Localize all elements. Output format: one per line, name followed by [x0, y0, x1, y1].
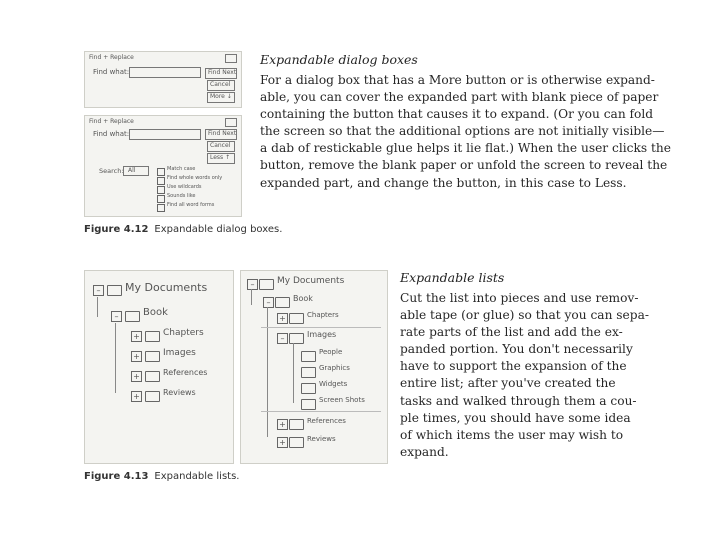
tree-item: Widgets: [319, 380, 348, 388]
text-line: able, you can cover the expanded part with blank piece of paper: [260, 90, 659, 105]
tree-item: References: [307, 417, 346, 425]
option-whole-words: Find whole words only: [167, 175, 223, 181]
folder-icon: [125, 311, 140, 322]
tree-item: Book: [143, 307, 168, 318]
tree-item: My Documents: [125, 281, 208, 294]
option-wildcards: Use wildcards: [167, 184, 202, 190]
text-line: For a dialog box that has a More button or is otherwise expand-: [260, 73, 655, 87]
dialog-sketch-collapsed: [84, 51, 242, 108]
tree-item: Chapters: [163, 328, 204, 338]
folder-icon: [275, 297, 290, 308]
text-line: Cut the list into pieces and use remov-: [400, 291, 639, 305]
figure-label: Figure 4.13: [84, 471, 149, 482]
section-heading-dialog-boxes: Expandable dialog boxes: [260, 52, 418, 67]
figure-caption-text: Expandable dialog boxes.: [154, 224, 283, 235]
folder-icon: [289, 313, 304, 324]
folder-icon: [301, 367, 316, 378]
section-heading-expandable-lists: Expandable lists: [400, 270, 505, 285]
tree-item: My Documents: [277, 276, 345, 286]
dialog-title: Find + Replace: [89, 118, 134, 125]
text-line: of which items the user may wish to: [400, 427, 624, 442]
figure-caption-text: Expandable lists.: [154, 471, 240, 482]
find-what-input: [129, 129, 201, 140]
find-next-button: Find Next: [205, 68, 237, 79]
folder-icon: [145, 351, 160, 362]
tree-item: Book: [293, 294, 313, 303]
paragraph-dialog-boxes: [260, 72, 671, 192]
text-line: containing the button that causes it to expand. (Or you can fold: [260, 107, 654, 122]
option-match-case: Match case: [167, 166, 196, 172]
tree-item: Reviews: [163, 388, 196, 397]
folder-icon: [289, 437, 304, 448]
cancel-button: Cancel: [207, 141, 235, 152]
less-button: Less ↑: [207, 153, 235, 164]
close-icon: [225, 54, 237, 63]
text-line: ple times, you should have some idea: [400, 410, 631, 425]
text-line: rate parts of the list and add the ex-: [400, 325, 623, 340]
option-sounds-like: Sounds like: [167, 193, 196, 199]
figure-label: Figure 4.12: [84, 224, 149, 235]
folder-icon: [301, 399, 316, 410]
find-what-input: [129, 67, 201, 78]
search-label: Search:: [99, 167, 124, 175]
folder-icon: [145, 371, 160, 382]
tree-item: Reviews: [307, 435, 336, 443]
folder-icon: [301, 383, 316, 394]
folder-icon: [289, 419, 304, 430]
tree-item: Images: [307, 330, 337, 339]
tree-item: References: [163, 368, 208, 377]
text-line: expanded part, and change the button, in this case to Less.: [260, 175, 627, 190]
text-line: tasks and walked through them a cou-: [400, 393, 637, 408]
paragraph-expandable-lists: [400, 290, 649, 461]
text-line: a dab of restickable glue helps it lie flat.) When the user clicks the: [260, 141, 671, 156]
search-select: All: [123, 166, 149, 176]
tree-item: Graphics: [319, 364, 350, 372]
text-line: able tape (or glue) so that you can sepa-: [400, 308, 649, 323]
text-line: have to support the expansion of the: [400, 359, 627, 374]
cancel-button: Cancel: [207, 80, 235, 91]
folder-icon: [145, 391, 160, 402]
text-line: panded portion. You don't necessarily: [400, 342, 633, 357]
text-line: expand.: [400, 444, 449, 459]
find-what-label: Find what:: [93, 130, 130, 138]
find-next-button: Find Next: [205, 129, 237, 140]
find-what-label: Find what:: [93, 68, 130, 76]
tree-item: Screen Shots: [319, 396, 365, 404]
dialog-title: Find + Replace: [89, 54, 134, 61]
folder-icon: [289, 333, 304, 344]
text-line: entire list; after you've created the: [400, 376, 616, 391]
list-sketch-expanded: – My Documents – Book + Chapters – Images People Graphics Widgets Screen Shots + References + Reviews: [240, 270, 388, 464]
tree-item: Images: [163, 348, 196, 358]
folder-icon: [301, 351, 316, 362]
tree-item: People: [319, 348, 343, 356]
folder-icon: [107, 285, 122, 296]
figure-caption-4-13: [84, 471, 239, 482]
figure-caption-4-12: [84, 224, 282, 235]
close-icon: [225, 118, 237, 127]
dialog-sketch-expanded: [84, 115, 242, 217]
text-line: button, remove the blank paper or unfold the screen to reveal the: [260, 158, 668, 173]
text-line: the screen so that the additional options are not initially visible—: [260, 124, 665, 139]
folder-icon: [259, 279, 274, 290]
option-word-forms: Find all word forms: [167, 202, 215, 208]
more-button: More ↓: [207, 92, 235, 103]
tree-item: Chapters: [307, 311, 339, 319]
folder-icon: [145, 331, 160, 342]
list-sketch-collapsed: – My Documents – Book + Chapters + Images + References + Reviews: [84, 270, 234, 464]
